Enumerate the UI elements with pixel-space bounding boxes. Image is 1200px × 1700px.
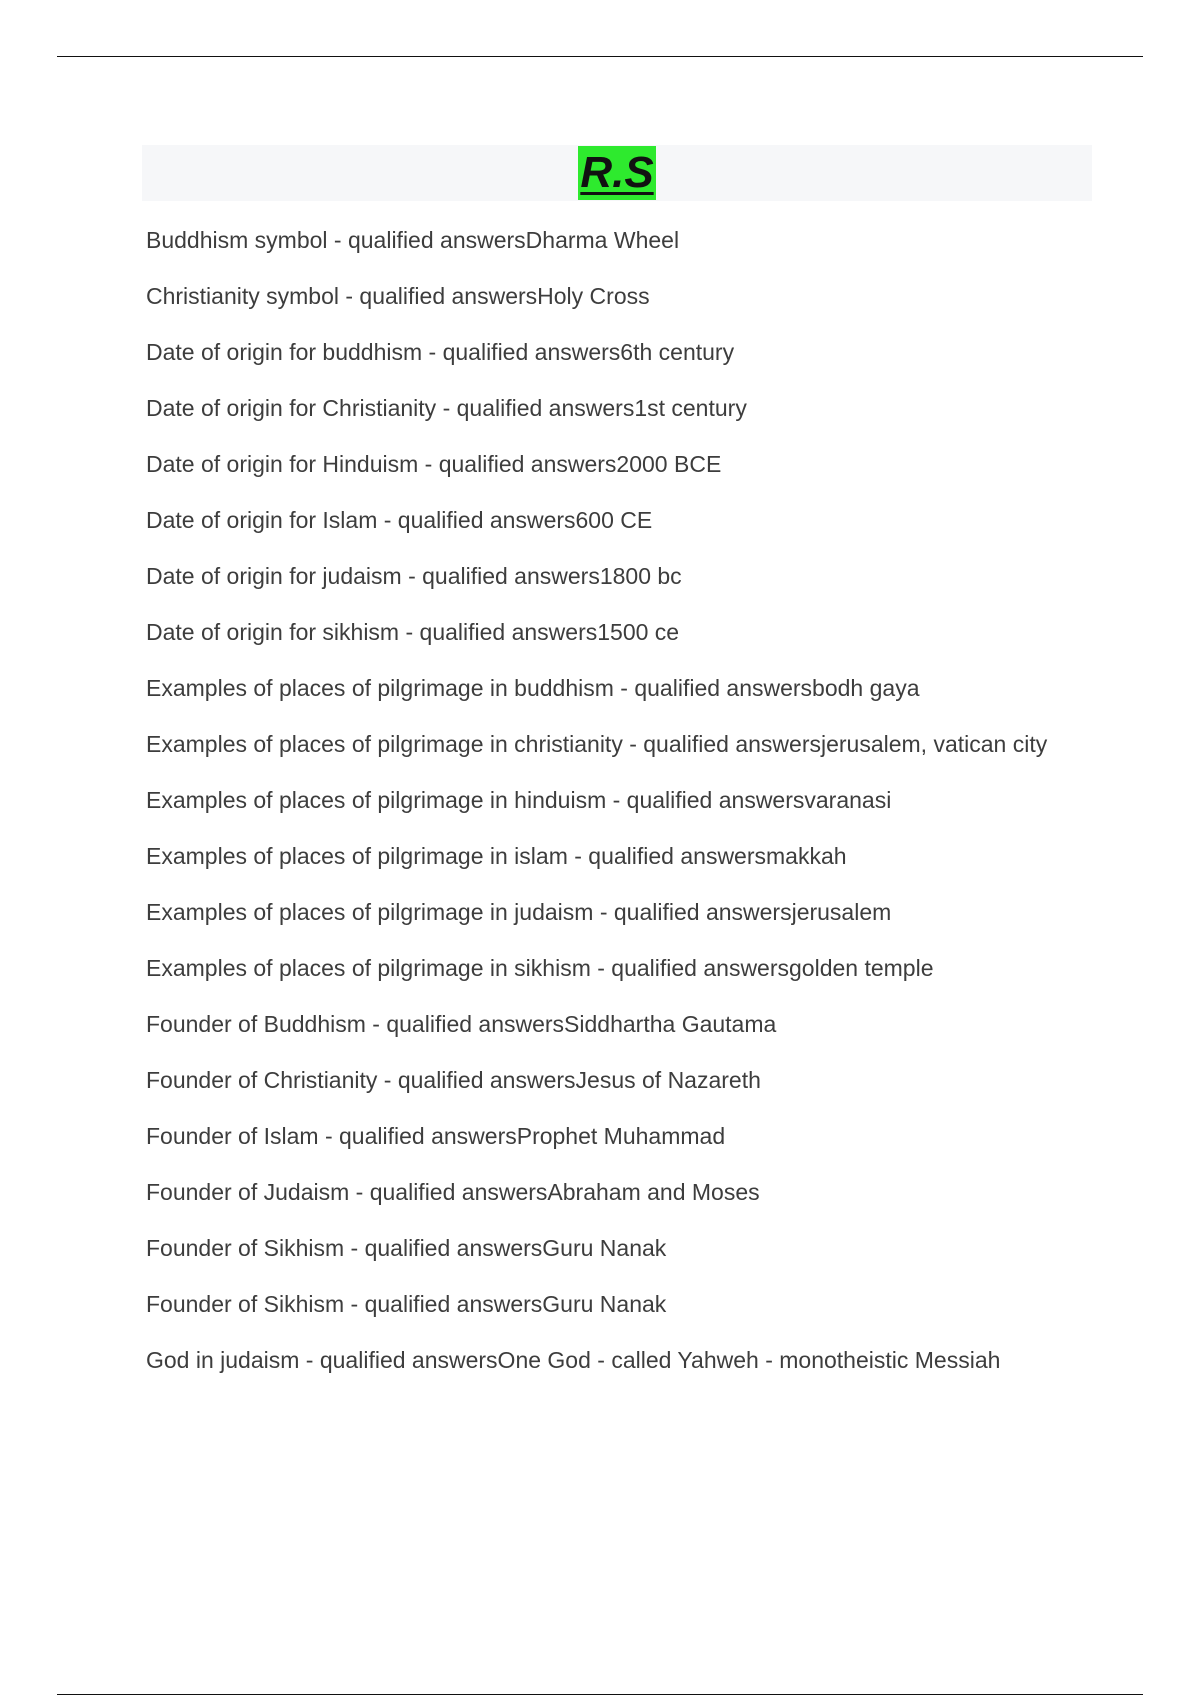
qa-list (146, 226, 1086, 1402)
qa-item-founder-islam: Founder of Islam - qualified answersProphet Muhammad (146, 1123, 726, 1149)
qa-item-pilgrimage-christianity: Examples of places of pilgrimage in christianity - qualified answersjerusalem, vatican city (146, 731, 1048, 757)
qa-item-origin-buddhism: Date of origin for buddhism - qualified answers6th century (146, 339, 735, 365)
qa-item-pilgrimage-hinduism: Examples of places of pilgrimage in hinduism - qualified answersvaranasi (146, 787, 892, 813)
qa-item-founder-sikhism: Founder of Sikhism - qualified answersGuru Nanak (146, 1235, 667, 1261)
qa-item-god-judaism: God in judaism - qualified answersOne God - called Yahweh - monotheistic Messiah (146, 1347, 1001, 1373)
qa-item-pilgrimage-sikhism: Examples of places of pilgrimage in sikhism - qualified answersgolden temple (146, 955, 934, 981)
qa-item-pilgrimage-judaism: Examples of places of pilgrimage in judaism - qualified answersjerusalem (146, 899, 892, 925)
qa-item-founder-christianity: Founder of Christianity - qualified answersJesus of Nazareth (146, 1067, 761, 1093)
top-divider (57, 56, 1143, 57)
qa-item-christianity-symbol: Christianity symbol - qualified answersHoly Cross (146, 283, 650, 309)
qa-item-founder-buddhism: Founder of Buddhism - qualified answersSiddhartha Gautama (146, 1011, 777, 1037)
qa-item-origin-hinduism: Date of origin for Hinduism - qualified answers2000 BCE (146, 451, 722, 477)
qa-item-buddhism-symbol: Buddhism symbol - qualified answersDharma Wheel (146, 227, 680, 253)
page-title: R.S (578, 146, 655, 200)
qa-item-origin-christianity: Date of origin for Christianity - qualified answers1st century (146, 395, 747, 421)
qa-item-pilgrimage-buddhism: Examples of places of pilgrimage in buddhism - qualified answersbodh gaya (146, 675, 920, 701)
bottom-divider (57, 1694, 1143, 1695)
qa-item-founder-sikhism-repeat: Founder of Sikhism - qualified answersGuru Nanak (146, 1291, 667, 1317)
qa-item-origin-islam: Date of origin for Islam - qualified answers600 CE (146, 507, 653, 533)
qa-item-founder-judaism: Founder of Judaism - qualified answersAbraham and Moses (146, 1179, 760, 1205)
title-band (142, 145, 1092, 201)
qa-item-pilgrimage-islam: Examples of places of pilgrimage in islam - qualified answersmakkah (146, 843, 847, 869)
qa-item-origin-sikhism: Date of origin for sikhism - qualified answers1500 ce (146, 619, 680, 645)
qa-item-origin-judaism: Date of origin for judaism - qualified answers1800 bc (146, 563, 682, 589)
